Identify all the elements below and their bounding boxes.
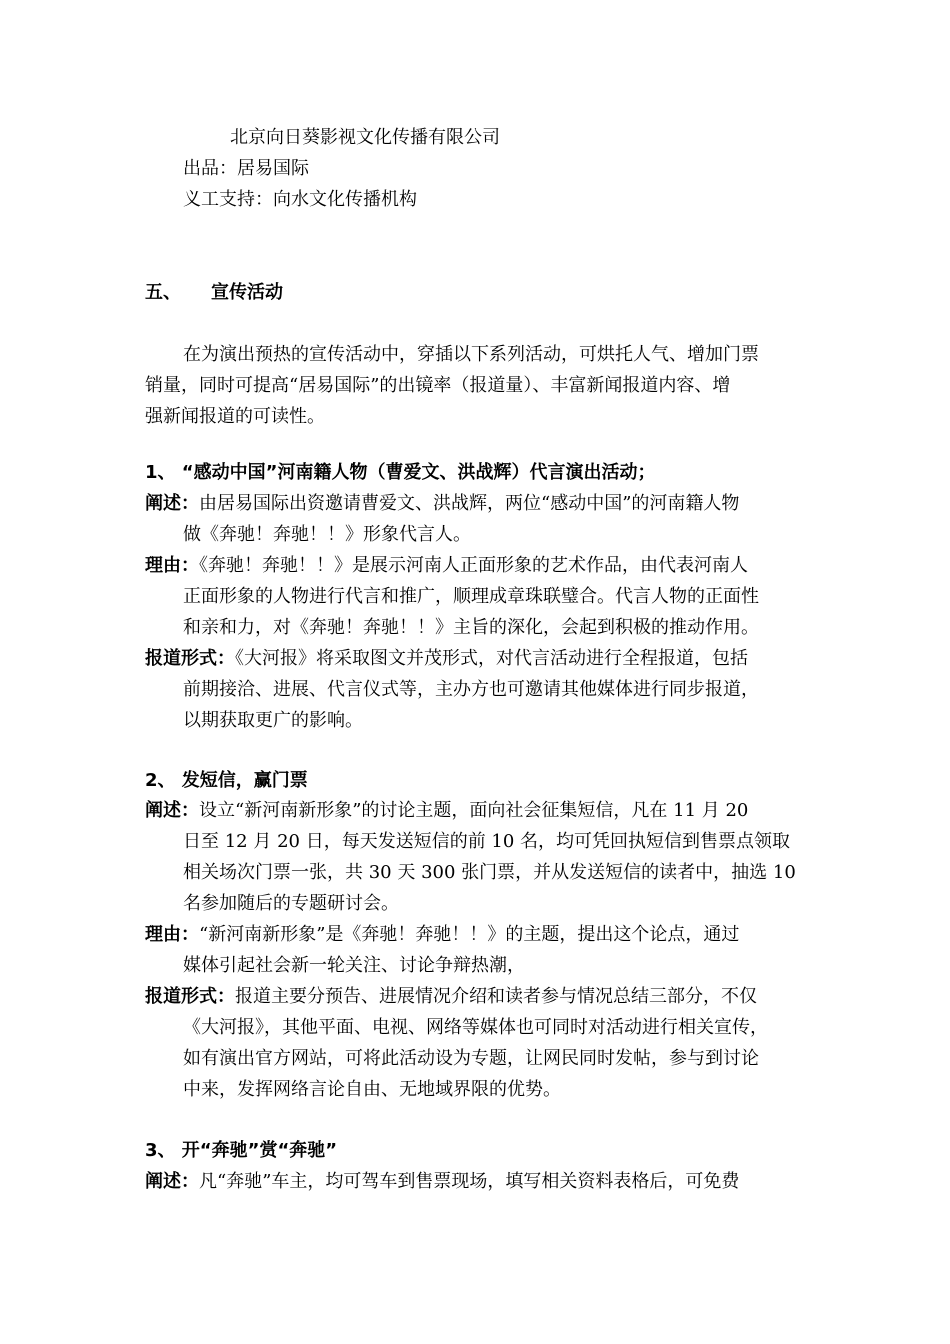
- item-heading: 2、 发短信，赢门票: [145, 770, 308, 791]
- report-text: 报道主要分预告、进展情况介绍和读者参与情况总结三部分，不仅: [235, 986, 757, 1007]
- report-line: 中来，发挥网络言论自由、无地域界限的优势。: [183, 1079, 561, 1100]
- reason-line: 媒体引起社会新一轮关注、讨论争辩热潮，: [183, 955, 525, 976]
- desc-text: 设立“新河南新形象”的讨论主题，面向社会征集短信，凡在 11 月 20: [199, 800, 749, 821]
- report-line: [145, 648, 748, 670]
- intro-line: 销量，同时可提高“居易国际”的出镜率（报道量）、丰富新闻报道内容、增: [145, 375, 731, 396]
- reason-text: 《奔驰！奔驰！！》是展示河南人正面形象的艺术作品，由代表河南人: [199, 555, 748, 576]
- report-label: 报道形式：: [145, 986, 235, 1007]
- desc-line: 做《奔驰！奔驰！！》形象代言人。: [183, 524, 471, 545]
- reason-line: 和亲和力，对《奔驰！奔驰！！》主旨的深化，会起到积极的推动作用。: [183, 617, 759, 638]
- report-line: 如有演出官方网站，可将此活动设为专题，让网民同时发帖，参与到讨论: [183, 1048, 759, 1069]
- reason-line: 正面形象的人物进行代言和推广，顺理成章珠联璧合。代言人物的正面性: [183, 586, 759, 607]
- desc-line: 相关场次门票一张，共 30 天 300 张门票，并从发送短信的读者中，抽选 10: [183, 862, 796, 883]
- reason-text: “新河南新形象”是《奔驰！奔驰！！》的主题，提出这个论点，通过: [199, 924, 740, 945]
- report-label: 报道形式：: [145, 648, 235, 669]
- report-line: 《大河报》，其他平面、电视、网络等媒体也可同时对活动进行相关宣传，: [183, 1017, 768, 1038]
- reason-label: 理由：: [145, 555, 199, 576]
- report-text: 《大河报》将采取图文并茂形式，对代言活动进行全程报道，包括: [235, 648, 748, 669]
- desc-label: 阐述：: [145, 1171, 199, 1192]
- company-name: 北京向日葵影视文化传播有限公司: [230, 127, 500, 148]
- desc-text: 凡“奔驰”车主，均可驾车到售票现场，填写相关资料表格后，可免费: [199, 1171, 740, 1192]
- section-number: 五、: [145, 282, 181, 303]
- desc-line: [145, 800, 748, 822]
- report-line: 前期接洽、进展、代言仪式等，主办方也可邀请其他媒体进行同步报道，: [183, 679, 759, 700]
- desc-label: 阐述：: [145, 800, 199, 821]
- intro-line: 强新闻报道的可读性。: [145, 406, 325, 427]
- desc-line: [145, 493, 739, 515]
- reason-line: [145, 924, 739, 946]
- desc-line: 日至 12 月 20 日，每天发送短信的前 10 名，均可凭回执短信到售票点领取: [183, 831, 791, 852]
- desc-label: 阐述：: [145, 493, 199, 514]
- item-heading: 1、 “感动中国”河南籍人物（曹爱文、洪战辉）代言演出活动；: [145, 462, 656, 483]
- reason-line: [145, 555, 748, 577]
- reason-label: 理由：: [145, 924, 199, 945]
- report-line: 以期获取更广的影响。: [183, 710, 363, 731]
- section-heading: [145, 282, 283, 304]
- desc-line: [145, 1171, 739, 1193]
- report-line: [145, 986, 757, 1008]
- intro-line: 在为演出预热的宣传活动中，穿插以下系列活动，可烘托人气、增加门票: [183, 344, 759, 365]
- volunteer-credit: 义工支持：向水文化传播机构: [183, 189, 417, 210]
- producer-credit: 出品：居易国际: [183, 158, 309, 179]
- item-heading: 3、 开“奔驰”赏“奔驰”: [145, 1140, 338, 1161]
- section-title: 宣传活动: [211, 282, 283, 303]
- desc-text: 由居易国际出资邀请曹爱文、洪战辉，两位“感动中国”的河南籍人物: [199, 493, 740, 514]
- desc-line: 名参加随后的专题研讨会。: [183, 893, 399, 914]
